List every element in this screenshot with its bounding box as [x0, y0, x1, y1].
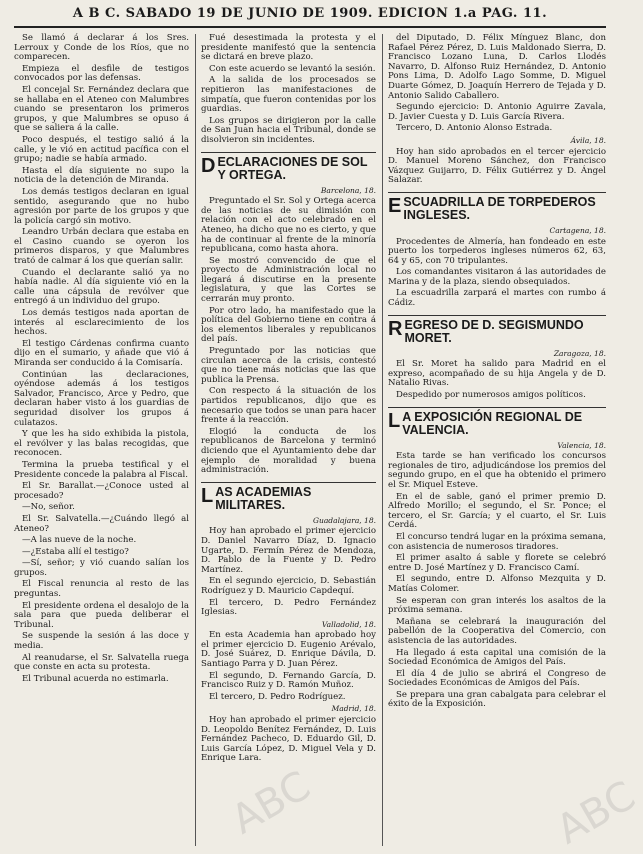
paragraph: Cuando el declarante salió ya no había nadie. Al día siguiente vió en la calle una cápsula de revólver que entregó á un individuo del grupo.: [14, 267, 189, 307]
column-separator: [382, 34, 383, 846]
paragraph: La escuadrilla zarpará el martes con rumbo á Cádiz.: [388, 288, 606, 309]
paragraph: Los demás testigos nada aportan de interés al esclarecimiento de los hechos.: [14, 308, 189, 338]
paragraph: El tercero, D. Pedro Rodríguez.: [209, 691, 346, 702]
dateline: Madrid, 18.: [331, 704, 376, 714]
paragraph: En el de sable, ganó el primer premio D. Alfredo Morillo; el segundo, el Sr. Ponce; el tercero, el Sr. García; y el cuarto, el Sr. Luis Cerdá.: [388, 491, 606, 531]
paragraph: El Tribunal acuerda no estimarla.: [22, 673, 169, 684]
paragraph: El Sr. Barallat.—¿Conoce usted al procesado?: [14, 481, 189, 501]
paragraph: El concurso tendrá lugar en la próxima semana, con asistencia de numerosos tiradores.: [388, 531, 606, 552]
page-header: A B C. SABADO 19 DE JUNIO DE 1909. EDICION 1.a PAG. 11.: [72, 6, 548, 21]
dateline: Valencia, 18.: [557, 440, 606, 450]
paragraph: Y que les ha sido exhibida la pistola, el revólver y las balas recogidas, que reconocen.: [14, 429, 189, 459]
watermark: ABC: [223, 762, 319, 844]
paragraph: El Fiscal renuncia al resto de las preguntas.: [14, 579, 189, 600]
column-2: [201, 34, 376, 846]
dateline: Ávila, 18.: [570, 135, 606, 145]
section-heading: LAS ACADEMIAS MILITARES.: [201, 482, 376, 512]
paragraph: Se prepara una gran cabalgata para celebrar el éxito de la Exposición.: [388, 689, 606, 710]
paragraph: —A las nueve de la noche.: [22, 535, 137, 546]
paragraph: Hasta el día siguiente no supo la noticia de la detención de Miranda.: [14, 165, 189, 186]
paragraph: El presidente ordena el desalojo de la sala para que pueda deliberar el Tribunal.: [14, 600, 189, 630]
paragraph: —Sí, señor; y vió cuando salían los grupos.: [14, 558, 189, 578]
column-3: [388, 34, 606, 846]
paragraph: El tercero, D. Pedro Fernández Iglesias.: [201, 597, 376, 618]
paragraph: Los grupos se dirigieron por la calle de San Juan hacia el Tribunal, donde se disolvieron sin incidentes.: [201, 115, 376, 145]
paragraph: —¿Estaba allí el testigo?: [22, 546, 129, 557]
column-1: [14, 34, 189, 846]
paragraph: Hoy han sido aprobados en el tercer ejercicio D. Manuel Moreno Sánchez, don Francisco Vázquez Guijarro, D. Félix Gutiérrez y D. Ángel Salazar.: [388, 146, 606, 186]
paragraph: Procedentes de Almería, han fondeado en este puerto los torpederos ingleses números 62, 63, 64 y 65, con 70 tripulantes.: [388, 236, 606, 266]
paragraph: Fué desestimada la protesta y el presidente manifestó que la sentencia se dictará en breve plazo.: [201, 33, 376, 63]
paragraph: Ha llegado á esta capital una comisión de la Sociedad Económica de Amigos del País.: [388, 647, 606, 668]
section-heading: DECLARACIONES DE SOL Y ORTEGA.: [201, 152, 376, 182]
paragraph: Empieza el desfile de testigos convocados por las defensas.: [14, 63, 189, 84]
paragraph: Los demás testigos declaran en igual sentido, asegurando que no hubo agresión por parte de los grupos y que la policía cargó sin motivo.: [14, 186, 189, 226]
section-heading: REGRESO DE D. SEGISMUNDO MORET.: [388, 315, 606, 345]
paragraph: A la salida de los procesados se repitieron las manifestaciones de simpatía, que fueron contenidas por los guardias.: [201, 75, 376, 115]
paragraph: Con este acuerdo se levantó la sesión.: [209, 63, 376, 74]
paragraph: Leandro Urbán declara que estaba en el Casino cuando se oyeron los primeros disparos, y que Malumbres trató de calmar á los que querían salir.: [14, 227, 189, 267]
paragraph: Se mostró convencido de que el proyecto de Administración local no llegará á discutirse en la presente legislatura, y que las Cortes se cerrarán muy pronto.: [201, 255, 376, 305]
paragraph: Hoy han aprobado el primer ejercicio D. Leopoldo Benítez Fernández, D. Luis Fernández Pacheco, D. Eduardo Gil, D. Luis García López, D. Miguel Vela y D. Enrique Lara.: [201, 715, 376, 764]
dateline: Guadalajara, 18.: [313, 515, 376, 525]
header-rule: [14, 26, 606, 28]
paragraph: El Sr. Moret ha salido para Madrid en el expreso, acompañado de su hija Angela y de D. Natalio Rivas.: [388, 359, 606, 389]
paragraph: Segundo ejercicio: D. Antonio Aguirre Zavala, D. Javier Cuesta y D. Luis García Rivera.: [388, 102, 606, 122]
paragraph: —No, señor.: [22, 502, 75, 513]
dateline: Valladolid, 18.: [321, 619, 376, 629]
paragraph: Tercero, D. Antonio Alonso Estrada.: [396, 123, 553, 134]
paragraph: Hoy han aprobado el primer ejercicio D. Daniel Navarro Díaz, D. Ignacio Ugarte, D. Fermín Pérez de Mendoza, D. Pablo de la Fuente y D. Pedro Martínez.: [201, 526, 376, 575]
paragraph: Se esperan con gran interés los asaltos de la próxima semana.: [388, 595, 606, 616]
paragraph: El concejal Sr. Fernández declara que se hallaba en el Ateneo con Malumbres cuando se presentaron los primeros grupos, y que Malumbres se opuso á que se saliera á la calle.: [14, 84, 189, 134]
section-heading: ESCUADRILLA DE TORPEDEROS INGLESES.: [388, 192, 606, 222]
paragraph: del Diputado, D. Félix Mínguez Blanc, don Rafael Pérez Pérez, D. Luis Maldonado Sierra, D. Francisco Lozano Luna, D. Carlos Llodés Navarro, D. Alfonso Ruiz Hernández, D. Antonio Pons Lima, D. Adolfo Lago Somme, D. Miguel Duarte Gómez, D. Joaquín Herrero de Tejada y D. Antonio Salido Caballero.: [388, 33, 606, 101]
paragraph: Se llamó á declarar á los Sres. Lerroux y Conde de los Ríos, que no comparecen.: [14, 33, 189, 63]
paragraph: Continúan las declaraciones, oyéndose además á los testigos Salvador, Francisco, Arce y Pedro, que declaran haber visto á los guardias de seguridad disolver los grupos á culatazos.: [14, 369, 189, 428]
watermark: ABC: [548, 772, 643, 854]
paragraph: El día 4 de julio se abrirá el Congreso de Sociedades Económicas de Amigos del País.: [388, 668, 606, 689]
paragraph: Preguntado el Sr. Sol y Ortega acerca de las noticias de su dimisión con relación con el acto celebrado en el Ateneo, ha dicho que no es cierto, y que ha de continuar al frente de la minoría republicana, como hasta ahora.: [201, 196, 376, 255]
paragraph: Mañana se celebrará la inauguración del pabellón de la Cooperativa del Comercio, con asistencia de las autoridades.: [388, 616, 606, 646]
paragraph: Esta tarde se han verificado los concursos regionales de tiro, adjudicándose los premios del segundo grupo, en el que ha obtenido el primero el Sr. Miquel Esteve.: [388, 451, 606, 490]
paragraph: Termina la prueba testifical y el Presidente concede la palabra al Fiscal.: [14, 459, 189, 480]
paragraph: El segundo, entre D. Alfonso Mezquita y D. Matías Colomer.: [388, 574, 606, 594]
paragraph: Por otro lado, ha manifestado que la política del Gobierno tiene en contra á los elementos liberales y republicanos del país.: [201, 305, 376, 345]
paragraph: Los comandantes visitaron á las autoridades de Marina y de la plaza, siendo obsequiados.: [388, 267, 606, 287]
paragraph: El segundo, D. Fernando García, D. Francisco Ruiz y D. Ramón Muñoz.: [201, 670, 376, 691]
paragraph: Elogió la conducta de los republicanos de Barcelona y terminó diciendo que el Ayuntamiento debe dar ejemplo de moralidad y buena administración.: [201, 426, 376, 476]
column-separator: [195, 34, 196, 846]
dateline: Zaragoza, 18.: [553, 348, 606, 358]
paragraph: Al reanudarse, el Sr. Salvatella ruega que conste en acta su protesta.: [14, 652, 189, 673]
dateline: Cartagena, 18.: [549, 225, 606, 235]
paragraph: Preguntado por las noticias que circulan acerca de la crisis, contestó que no tiene más noticias que las que publica la Prensa.: [201, 346, 376, 385]
paragraph: Poco después, el testigo salió á la calle, y le vió en actitud pacífica con el grupo; nadie se había armado.: [14, 134, 189, 165]
paragraph: Se suspende la sesión á las doce y media.: [14, 631, 189, 652]
dateline: Barcelona, 18.: [320, 185, 376, 195]
paragraph: El Sr. Salvatella.—¿Cuándo llegó al Ateneo?: [14, 513, 189, 534]
paragraph: El testigo Cárdenas confirma cuanto dijo en el sumario, y añade que vió á Miranda ser conducido á la Comisaría.: [14, 338, 189, 368]
section-heading: L A EXPOSICIÓN REGIONAL DE VALENCIA.: [388, 407, 606, 437]
paragraph: El primer asalto á sable y florete se celebró entre D. José Martínez y D. Francisco Camí.: [388, 553, 606, 573]
paragraph: Con respecto á la situación de los partidos republicanos, dijo que es necesario que todos se unan para hacer frente á la reacción.: [201, 386, 376, 426]
paragraph: En esta Academia han aprobado hoy el primer ejercicio D. Eugenio Arévalo, D. José Suárez, D. Enrique Dávila, D. Santiago Parra y D. Juan Pérez.: [201, 630, 376, 670]
paragraph: Despedido por numerosos amigos políticos.: [396, 390, 586, 401]
paragraph: En el segundo ejercicio, D. Sebastián Rodríguez y D. Mauricio Capdequí.: [201, 576, 376, 596]
